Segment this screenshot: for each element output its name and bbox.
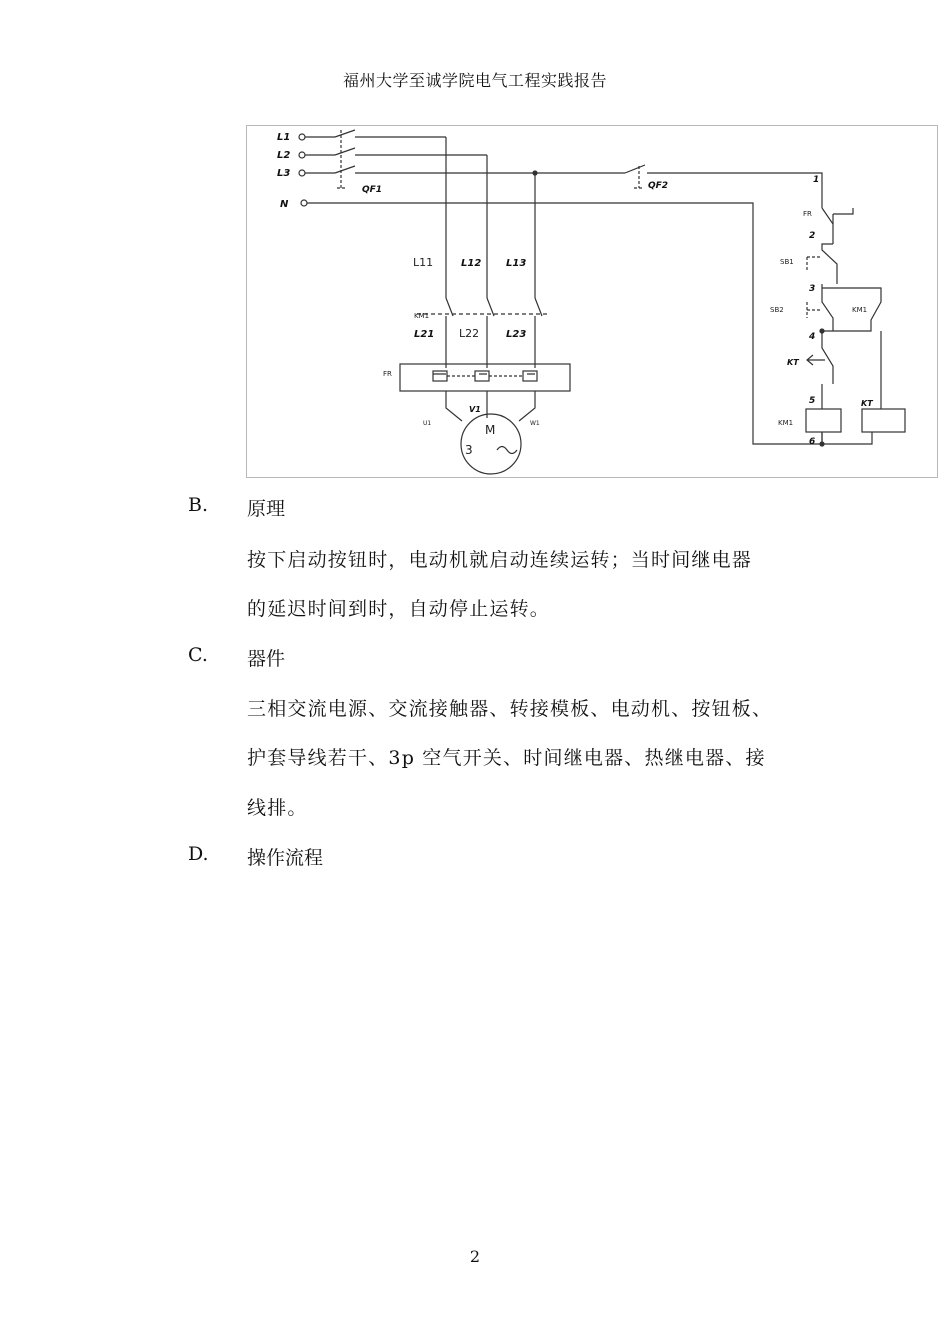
label-node-5: 5	[809, 396, 816, 406]
label-l11: L11	[413, 256, 434, 269]
page-header: 福州大学至诚学院电气工程实践报告	[342, 71, 607, 90]
terminal-l3	[299, 170, 305, 176]
page-number: 2	[469, 1247, 481, 1266]
label-km1-main: KM1	[414, 312, 430, 320]
km1-coil	[806, 409, 841, 432]
line-buses	[355, 137, 535, 173]
section-d-title: 操作流程	[247, 847, 324, 869]
section-c-line-1: 三相交流电源、交流接触器、转接模板、电动机、按钮板、	[247, 698, 773, 720]
label-motor-3: 3	[465, 443, 473, 457]
label-qf2: QF2	[648, 181, 669, 191]
section-b-title: 原理	[247, 498, 286, 520]
label-fr-ctrl: FR	[803, 210, 812, 218]
sb1-contact	[822, 244, 837, 284]
terminal-l2	[299, 152, 305, 158]
label-kt-contact: KT	[787, 358, 799, 367]
label-qf1: QF1	[362, 185, 383, 195]
phase-conductors	[446, 137, 535, 298]
label-l1: L1	[277, 132, 291, 143]
fr-heater-3	[523, 371, 537, 381]
label-motor-m: M	[485, 423, 496, 437]
supply-stubs	[305, 137, 335, 173]
label-l3: L3	[277, 168, 291, 179]
kt-contact	[822, 331, 833, 384]
section-b-letter: B.	[188, 494, 209, 516]
label-n: N	[280, 199, 289, 210]
fr-thermal-box	[400, 364, 570, 391]
qf1-blades	[335, 130, 355, 173]
fr-nc-contact	[822, 208, 833, 244]
section-b-line-2: 的延迟时间到时，自动停止运转。	[247, 598, 551, 620]
circuit-diagram-svg	[247, 126, 939, 479]
coil-return	[822, 432, 872, 444]
section-c-title: 器件	[247, 648, 286, 670]
label-l13: L13	[506, 258, 527, 269]
section-c-letter: C.	[188, 644, 208, 666]
qf2-blade	[625, 165, 645, 173]
section-d-letter: D.	[188, 843, 209, 865]
fr-contact-mark	[833, 208, 853, 224]
sb1-button	[807, 257, 822, 271]
label-node-4: 4	[809, 332, 816, 342]
label-node-6: 6	[809, 437, 816, 447]
label-node-2: 2	[809, 231, 816, 241]
label-km1-coil: KM1	[778, 419, 794, 427]
km1-main-contacts	[446, 298, 542, 316]
label-v1: V1	[469, 405, 481, 414]
label-l21: L21	[414, 329, 435, 340]
sb2-contact	[822, 284, 833, 331]
fr-heater-1	[433, 371, 447, 381]
terminal-l1	[299, 134, 305, 140]
lower-conductors	[446, 316, 535, 368]
motor-ac-wave	[497, 447, 517, 454]
label-kt-coil: KT	[861, 399, 873, 408]
label-l22: L22	[459, 327, 480, 340]
control-supply-line	[535, 173, 822, 188]
label-l23: L23	[506, 329, 527, 340]
label-fr-main: FR	[383, 370, 392, 378]
junction-6	[820, 442, 824, 446]
terminal-n	[301, 200, 307, 206]
label-u1: U1	[423, 420, 432, 427]
label-sb1: SB1	[780, 258, 794, 266]
label-w1: W1	[530, 420, 540, 427]
section-b-line-1: 按下启动按钮时，电动机就启动连续运转；当时间继电器	[247, 549, 753, 571]
qf1-linkage	[337, 130, 347, 188]
kt-delay-mark	[807, 355, 825, 365]
label-node-1: 1	[813, 175, 820, 185]
section-c-line-2: 护套导线若干、3p 空气开关、时间继电器、热继电器、接	[247, 747, 766, 769]
label-l2: L2	[277, 150, 291, 161]
kt-coil	[862, 409, 905, 432]
neutral-line	[307, 203, 822, 444]
label-node-3: 3	[809, 284, 816, 294]
section-c-line-3: 线排。	[247, 797, 308, 819]
label-l12: L12	[461, 258, 482, 269]
motor-leads	[446, 391, 535, 421]
fr-heater-2	[475, 371, 489, 381]
label-sb2: SB2	[770, 306, 784, 314]
circuit-diagram	[246, 125, 938, 478]
sb2-button	[807, 302, 821, 318]
label-km1-aux: KM1	[852, 306, 868, 314]
